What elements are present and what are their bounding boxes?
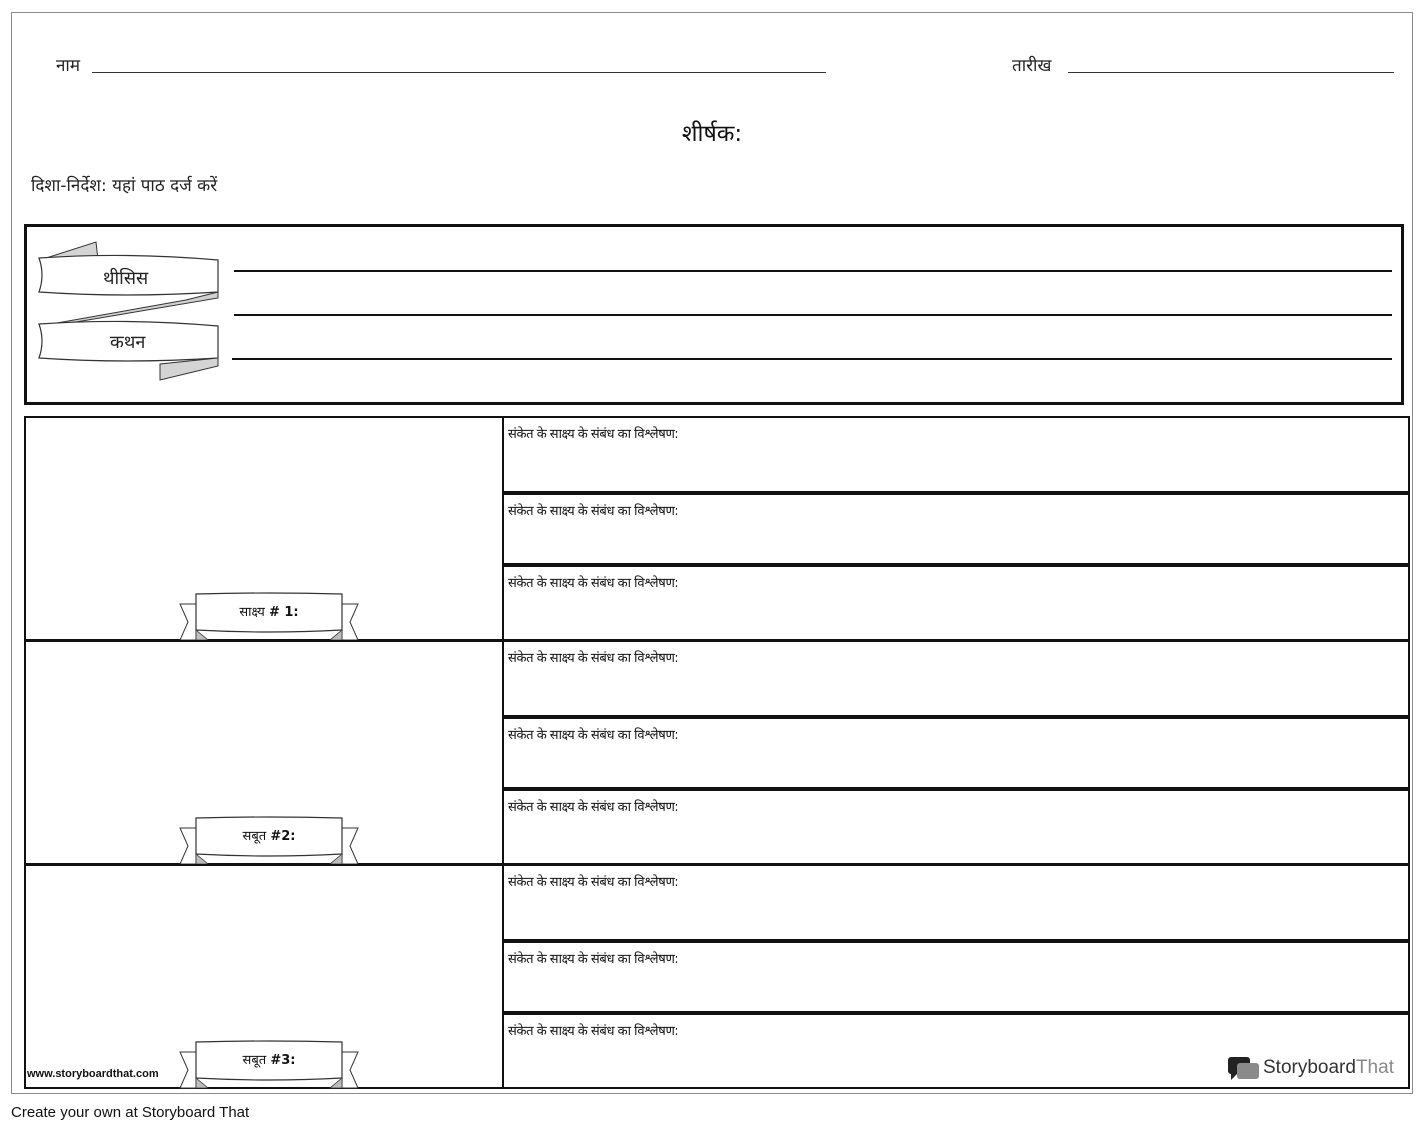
evidence-label-number: #2: [270,829,296,844]
directions-text[interactable]: दिशा-निर्देश: यहां पाठ दर्ज करें [31,176,218,196]
analysis-label: संकेत के साक्ष्य के संबंध का विश्लेषण: [508,576,679,591]
evidence-label-prefix: सबूत [242,829,271,844]
brand-logo [1263,1057,1394,1079]
brand-text-light: That [1355,1057,1394,1078]
name-line[interactable] [92,72,826,73]
page-title[interactable]: शीर्षक: [681,121,743,147]
thesis-line[interactable] [234,270,1392,272]
thesis-label-1: थीसिस [103,268,149,289]
analysis-cell[interactable] [502,493,1410,565]
analysis-cell[interactable] [502,789,1410,865]
thesis-line[interactable] [234,314,1392,316]
analysis-cell[interactable] [502,640,1410,717]
analysis-label: संकेत के साक्ष्य के संबंध का विश्लेषण: [508,651,679,666]
watermark-url: www.storyboardthat.com [27,1068,159,1080]
date-line[interactable] [1068,72,1394,73]
evidence-label [196,1050,342,1068]
analysis-cell[interactable] [502,864,1410,941]
evidence-label-number: #3: [270,1053,296,1068]
thesis-label-2: कथन [110,332,146,353]
analysis-label: संकेत के साक्ष्य के संबंध का विश्लेषण: [508,1024,679,1039]
analysis-label: संकेत के साक्ष्य के संबंध का विश्लेषण: [508,728,679,743]
thesis-ribbon [36,238,226,384]
analysis-cell[interactable] [502,416,1410,493]
analysis-cell[interactable] [502,565,1410,641]
evidence-label-number: # 1: [268,605,299,620]
analysis-cell[interactable] [502,717,1410,789]
name-label: नाम [56,56,81,76]
analysis-label: संकेत के साक्ष्य के संबंध का विश्लेषण: [508,504,679,519]
brand-text: Storyboard [1263,1057,1356,1078]
footer-credit[interactable]: Create your own at Storyboard That [11,1104,250,1121]
thesis-line[interactable] [232,358,1392,360]
analysis-label: संकेत के साक्ष्य के संबंध का विश्लेषण: [508,875,679,890]
evidence-label [196,826,342,844]
analysis-label: संकेत के साक्ष्य के संबंध का विश्लेषण: [508,800,679,815]
evidence-label [196,602,342,620]
storyboardthat-logo-icon [1227,1056,1261,1082]
date-label: तारीख [1012,56,1052,76]
analysis-cell[interactable] [502,941,1410,1013]
analysis-label: संकेत के साक्ष्य के संबंध का विश्लेषण: [508,952,679,967]
evidence-label-prefix: साक्ष्य [239,605,269,620]
analysis-label: संकेत के साक्ष्य के संबंध का विश्लेषण: [508,427,679,442]
evidence-label-prefix: सबूत [242,1053,271,1068]
